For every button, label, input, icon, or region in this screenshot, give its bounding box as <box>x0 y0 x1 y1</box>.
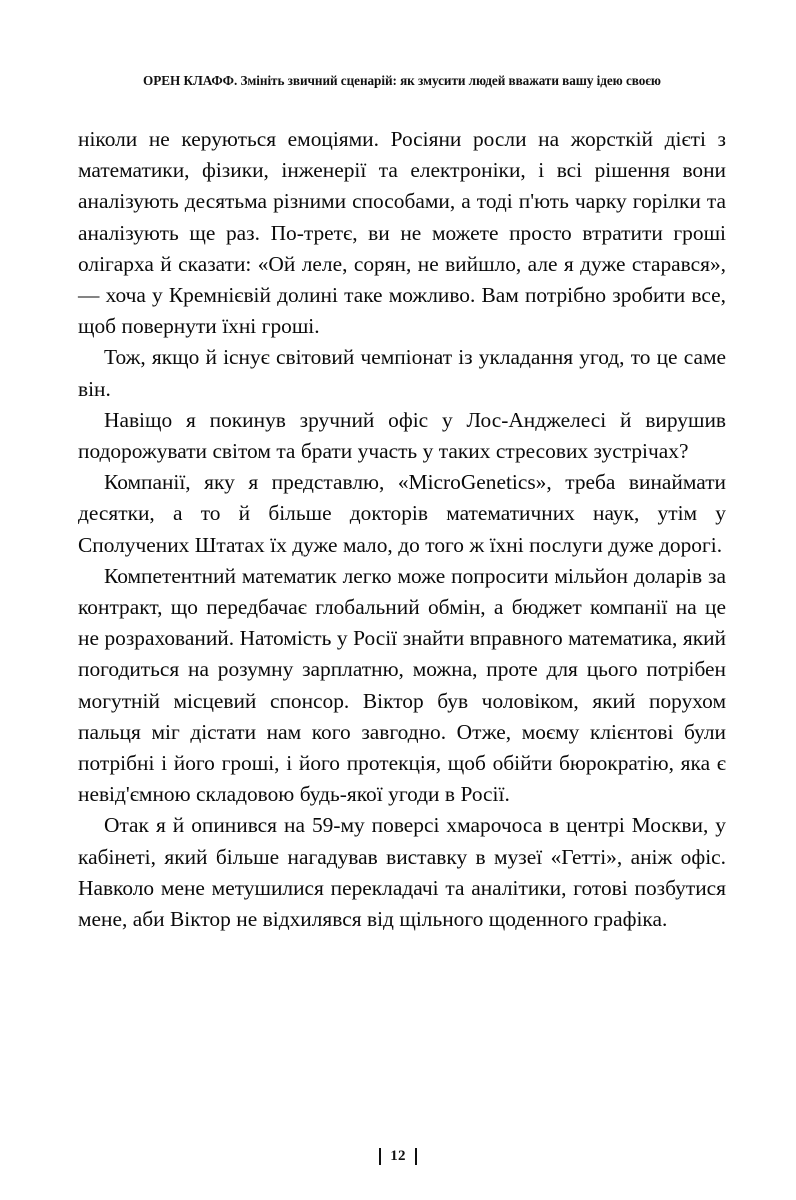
paragraph: Тож, якщо й існує світовий чемпіонат із укладання угод, то це саме він. <box>78 345 726 401</box>
page-number: 12 <box>390 1147 406 1164</box>
folio-left-rule-icon <box>379 1148 381 1165</box>
paragraph: Компанії, яку я представлю, «MicroGenetics», треба винаймати десятки, а то й більше докторів математичних наук, утім у Сполучених Штатах їх дуже мало, до того ж їхні послуги дуже дорогі. <box>78 470 726 557</box>
folio-right-rule-icon <box>415 1148 417 1165</box>
paragraph: Отак я й опинився на 59-му поверсі хмарочоса в центрі Москви, у кабінеті, який більше нагадував виставку в музеї «Гетті», аніж офіс. Навколо мене метушилися перекладачі та аналітики, готові позбутися мене, аби Віктор не відхилявся від щільного щоденного графіка. <box>78 813 726 932</box>
running-header: ОРЕН КЛАФФ. Змініть звичний сценарій: як змусити людей вважати вашу ідею своєю <box>143 73 661 88</box>
page-folio <box>0 1143 796 1169</box>
paragraph: ніколи не керуються емоціями. Росіяни росли на жорсткій дієті з математики, фізики, інженерії та електроніки, і всі рішення вони аналізують десятьма різними способами, а тоді п'ють чарку горілки та аналізують ще раз. По-третє, ви не можете просто втратити гроші олігарха й сказати: «Ой леле, сорян, не вийшло, але я дуже старався», — хоча у Кремнієвій долині таке можливо. Вам потрібно зробити все, щоб повернути їхні гроші. <box>78 127 726 339</box>
paragraph: Навіщо я покинув зручний офіс у Лос-Анджелесі й вирушив подорожувати світом та брати участь у таких стресових зустрічах? <box>78 407 726 464</box>
body-text-block <box>78 124 726 935</box>
paragraph: Компетентний математик легко може попросити мільйон доларів за контракт, що передбачає глобальний обмін, а бюджет компанії на це не розрахований. Натомість у Росії знайти вправного математика, який погодиться на розумну зарплатню, можна, проте для цього потрібен могутній місцевий спонсор. Віктор був чоловіком, який порухом пальця міг дістати нам кого завгодно. Отже, моєму клієнтові були потрібні і його гроші, і його протекція, щоб обійти бюрократію, яка є невід'ємною складовою будь-якої угоди в Росії. <box>78 563 726 807</box>
